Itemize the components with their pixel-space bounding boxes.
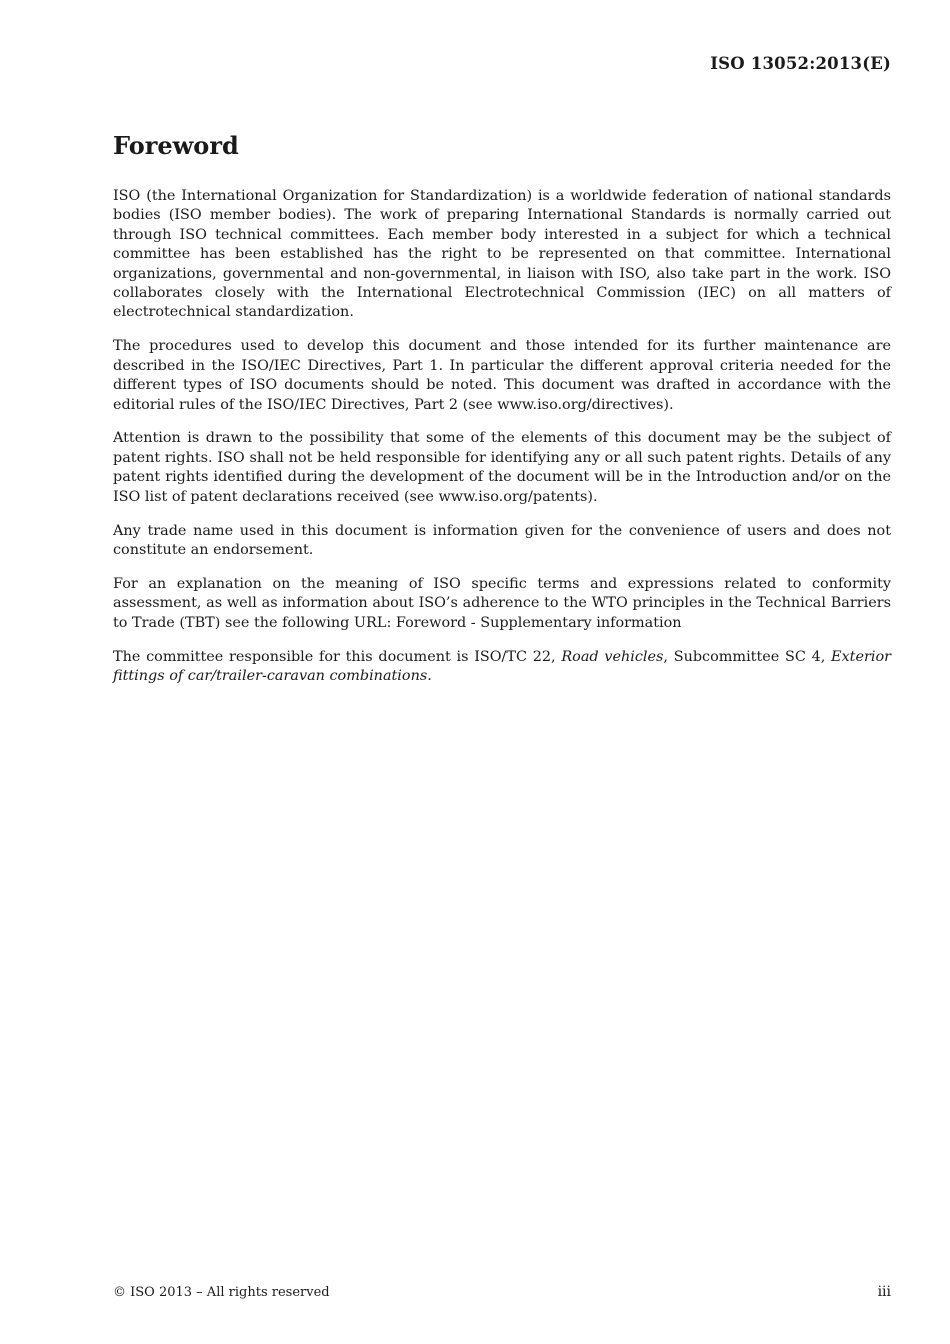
footer-page-number: iii: [877, 1284, 891, 1300]
paragraph-trade-name: Any trade name used in this document is information given for the convenience of users and does not constitute an endorsement.: [113, 522, 891, 558]
subcommittee-title: Exterior fittings of car/trailer-caravan combinations: [113, 648, 891, 685]
paragraph-committee: [113, 648, 891, 687]
paragraph-iso-overview: ISO (the International Organization for Standardization) is a worldwide federation of national standards bodies (ISO member bodies). The work of preparing International Standards is normally carried out through ISO technical committees. Each member body interested in a subject for which a technical committee has been established has the right to be represented on that committee. International organizations, governmental and non-governmental, in liaison with ISO, also take part in the work. ISO collaborates closely with the International Electrotechnical Commission (IEC) on all matters of electrotechnical standardization.: [113, 188, 891, 321]
foreword-body: [113, 187, 891, 701]
page-title: Foreword: [113, 131, 239, 160]
committee-title: Road vehicles: [561, 648, 664, 665]
committee-mid-text: , Subcommittee SC 4,: [663, 648, 832, 665]
paragraph-procedures: The procedures used to develop this document and those intended for its further maintenance are described in the ISO/IEC Directives, Part 1. In particular the different approval criteria needed for the different types of ISO documents should be noted. This document was drafted in accordance with the editorial rules of the ISO/IEC Directives, Part 2 (see www.iso.org/directives).: [113, 338, 891, 413]
footer-copyright: © ISO 2013 – All rights reserved: [113, 1285, 330, 1300]
document-id-header: ISO 13052:2013(E): [710, 54, 891, 73]
committee-intro-text: The committee responsible for this document is ISO/TC 22,: [113, 648, 562, 665]
paragraph-patent-rights: Attention is drawn to the possibility that some of the elements of this document may be the subject of patent rights. ISO shall not be held responsible for identifying any or all such patent rights. Details of any patent rights identified during the development of the document will be in the Introduction and/or on the ISO list of patent declarations received (see www.iso.org/patents).: [113, 430, 891, 505]
paragraph-conformity: For an explanation on the meaning of ISO specific terms and expressions related to conformity assessment, as well as information about ISO’s adherence to the WTO principles in the Technical Barriers to Trade (TBT) see the following URL: Foreword - Supplementary information: [113, 575, 891, 631]
committee-end-text: .: [427, 668, 432, 685]
